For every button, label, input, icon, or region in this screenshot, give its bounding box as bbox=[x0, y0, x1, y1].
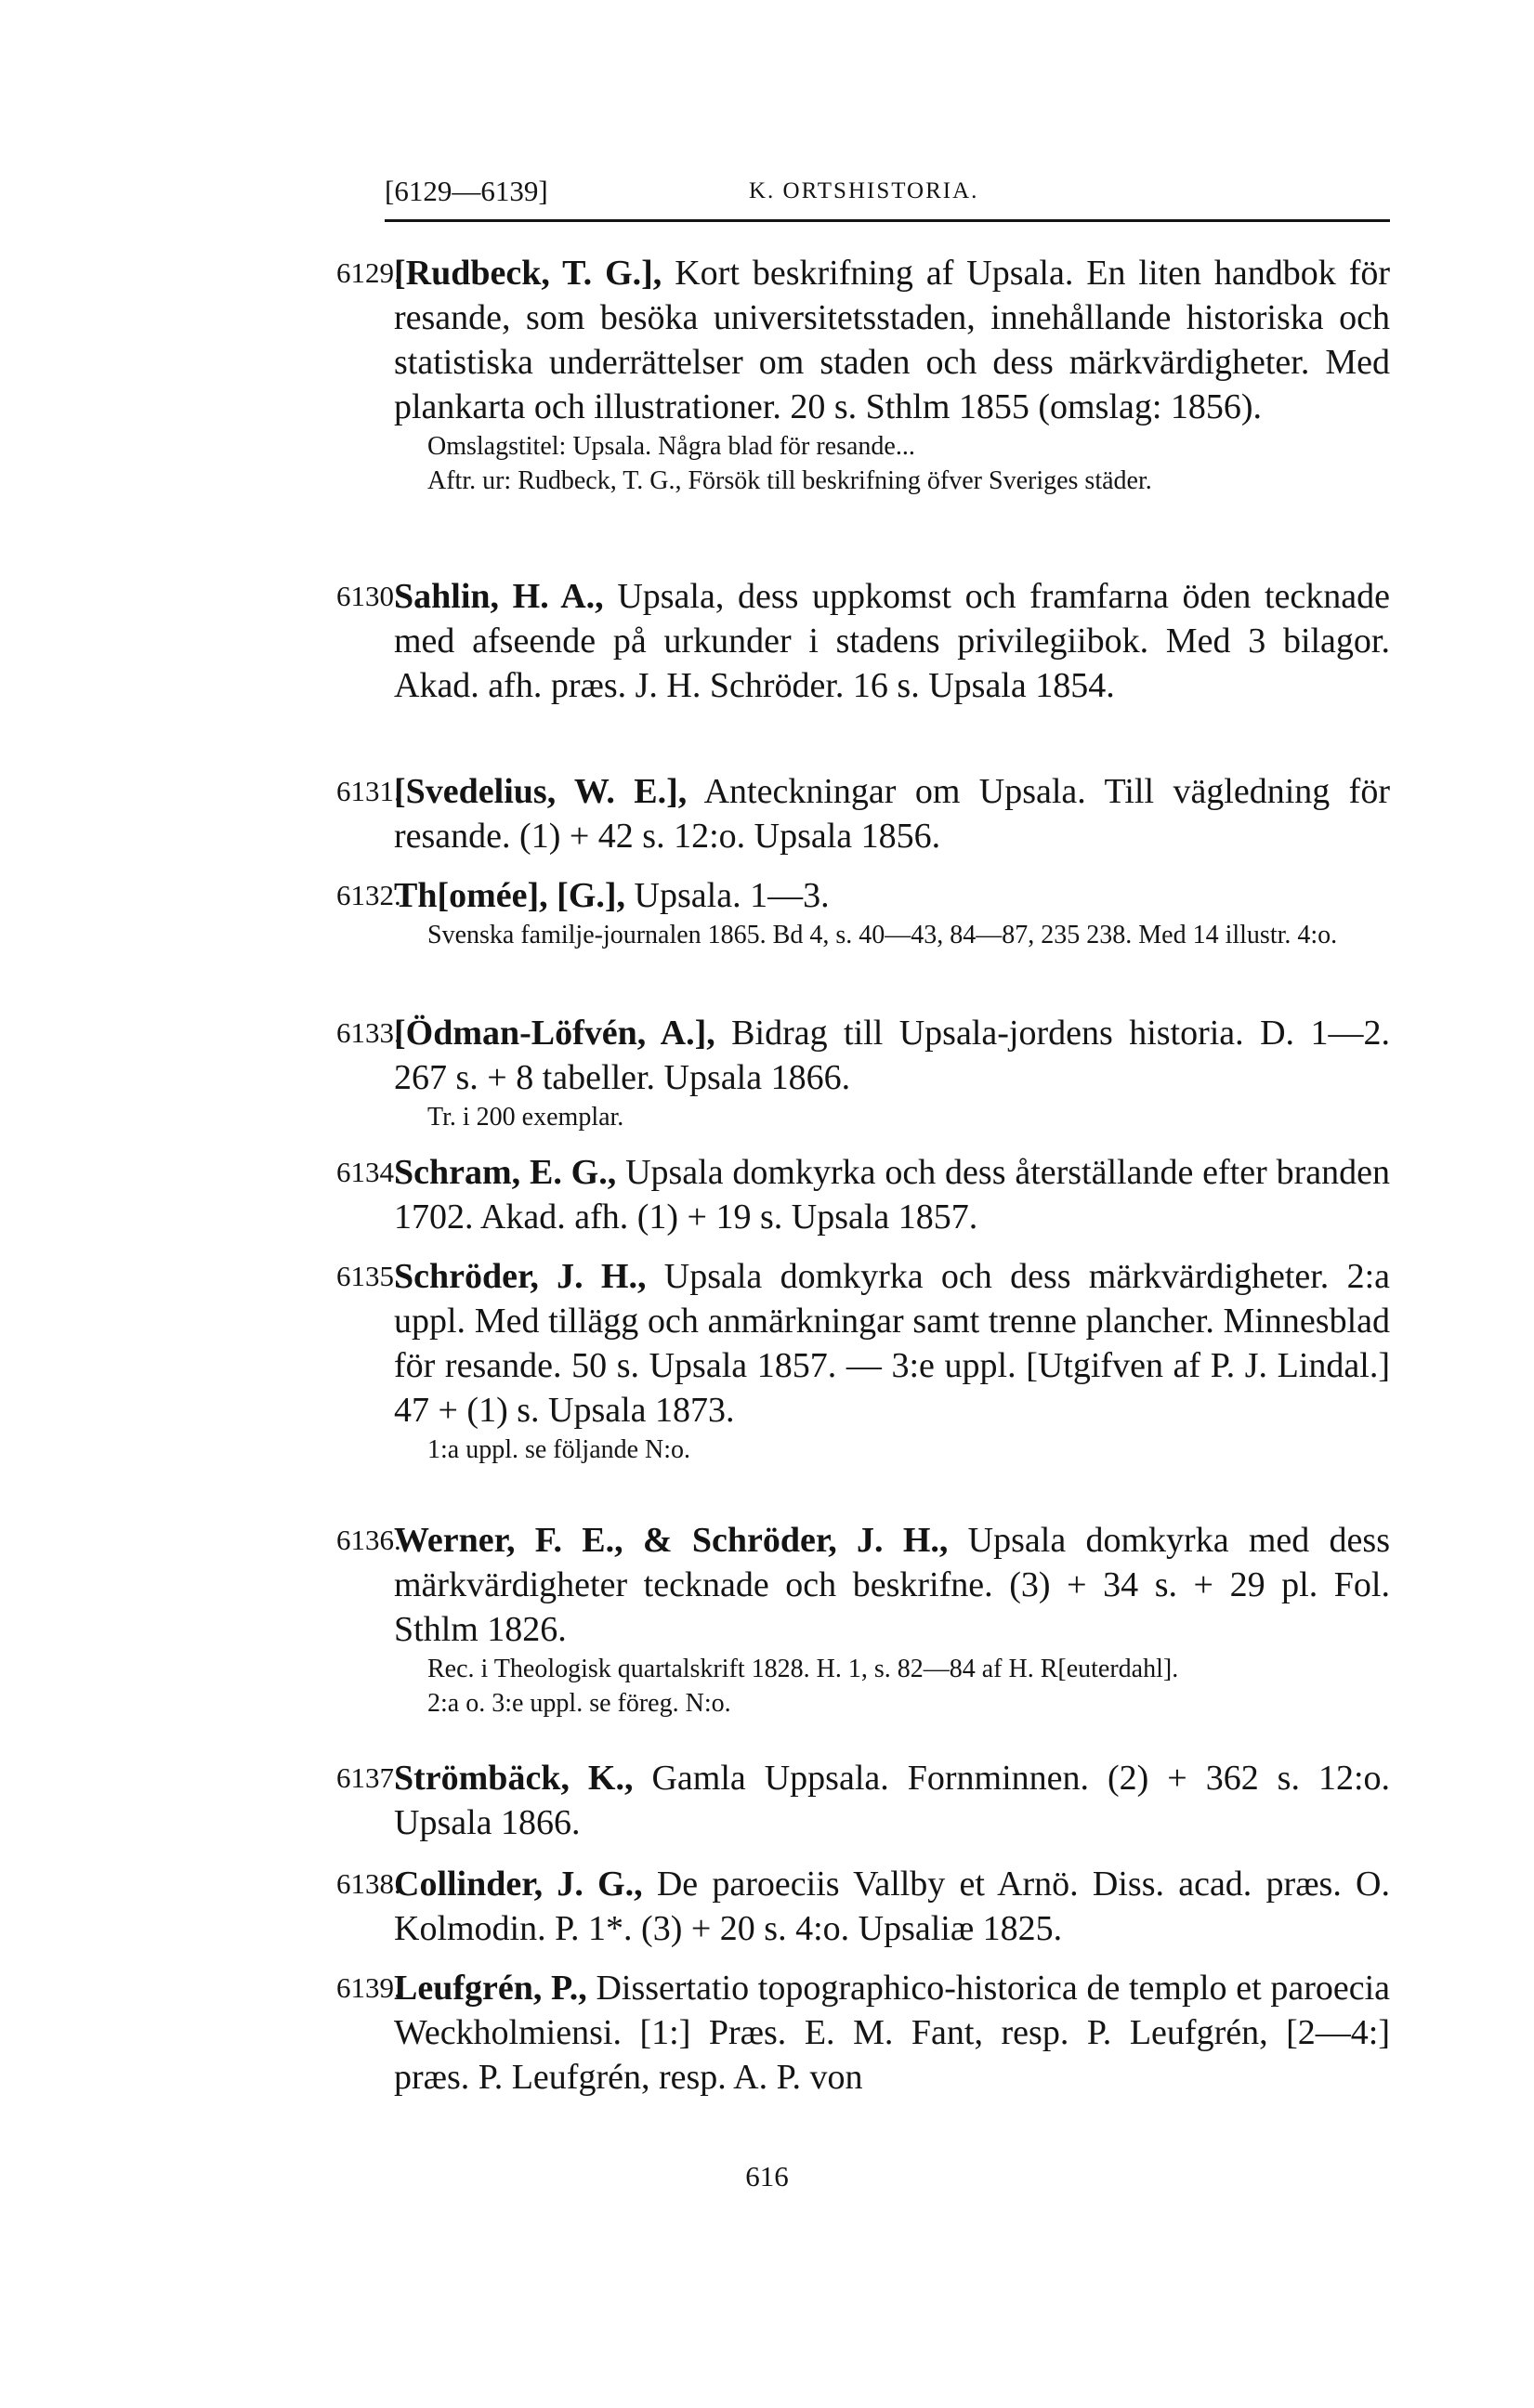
entry-author: Strömbäck, K., bbox=[394, 1759, 634, 1798]
entry-number: 6129. bbox=[336, 256, 401, 289]
header-entry-range: [6129—6139] bbox=[385, 175, 548, 207]
entry-number: 6133. bbox=[336, 1016, 401, 1049]
entry-6129 bbox=[336, 251, 1390, 498]
entry-author: Collinder, J. G., bbox=[394, 1865, 643, 1904]
entry-6132 bbox=[336, 873, 1390, 952]
header-section-title: K. ORTSHISTORIA. bbox=[749, 178, 979, 203]
entry-author: [Rudbeck, T. G.], bbox=[394, 254, 662, 293]
entry-number: 6131. bbox=[336, 775, 401, 807]
entry-body bbox=[394, 1862, 1390, 1951]
entry-number: 6132. bbox=[336, 879, 401, 911]
entry-text: Dissertatio topographico-historica de templo et paroecia Weckholmiensi. [1:] Præs. E. M. Fant, resp. P. Leufgrén, [2—4:] præs. P. Leufgrén, resp. A. P. von bbox=[394, 1969, 1390, 2097]
entry-text: Upsala, dess uppkomst och framfarna öden tecknade med afseende på urkunder i stadens privilegiibok. Med 3 bilagor. Akad. afh. præs. J. H. Schröder. 16 s. Upsala 1854. bbox=[394, 577, 1390, 705]
entry-body bbox=[394, 1518, 1390, 1652]
entry-body bbox=[394, 873, 1390, 918]
entry-number: 6130. bbox=[336, 580, 401, 612]
entry-body bbox=[394, 251, 1390, 429]
entry-body bbox=[394, 1756, 1390, 1845]
entry-note: Aftr. ur: Rudbeck, T. G., Försök till beskrifning öfver Sveriges städer. bbox=[427, 466, 1152, 495]
entry-text: Gamla Uppsala. Fornminnen. (2) + 362 s. 12:o. Upsala 1866. bbox=[394, 1759, 1390, 1842]
entry-number: 6136. bbox=[336, 1524, 401, 1556]
entry-number: 6135. bbox=[336, 1260, 401, 1292]
entry-note: Tr. i 200 exemplar. bbox=[427, 1103, 624, 1132]
entry-author: Schram, E. G., bbox=[394, 1153, 617, 1192]
entry-6139 bbox=[336, 1966, 1390, 2100]
entry-note: Rec. i Theologisk quartalskrift 1828. H. 1, s. 82—84 af H. R[euterdahl]. bbox=[427, 1655, 1179, 1683]
entry-body bbox=[394, 1011, 1390, 1100]
entry-author: Leufgrén, P., bbox=[394, 1969, 587, 2008]
entry-body bbox=[394, 1966, 1390, 2100]
entry-6131 bbox=[336, 769, 1390, 858]
entry-author: [Ödman-Löfvén, A.], bbox=[394, 1014, 715, 1053]
entry-note: Omslagstitel: Upsala. Några blad för resande... bbox=[427, 432, 915, 461]
entry-author: [Svedelius, W. E.], bbox=[394, 772, 688, 811]
entry-6133 bbox=[336, 1011, 1390, 1134]
entry-body bbox=[394, 1254, 1390, 1433]
entry-text: Kort beskrifning af Upsala. En liten handbok för resande, som besöka universitetsstaden, innehållande historiska och statistiska underrättelser om staden och dess märkvärdigheter. Med plankarta och illustrationer. 20 s. Sthlm 1855 (omslag: 1856). bbox=[394, 254, 1390, 426]
entry-author: Th[omée], [G.], bbox=[394, 876, 626, 915]
entry-text: Bidrag till Upsala-jordens historia. D. 1—2. 267 s. + 8 tabeller. Upsala 1866. bbox=[394, 1014, 1390, 1097]
entry-note: Svenska familje-journalen 1865. Bd 4, s. 40—43, 84—87, 235 238. Med 14 illustr. 4:o. bbox=[427, 921, 1338, 949]
entry-body bbox=[394, 1150, 1390, 1239]
entry-6134 bbox=[336, 1150, 1390, 1239]
entry-note: 2:a o. 3:e uppl. se föreg. N:o. bbox=[427, 1689, 731, 1718]
running-header bbox=[385, 167, 1390, 222]
entry-6136 bbox=[336, 1518, 1390, 1721]
entry-number: 6134. bbox=[336, 1156, 401, 1188]
entry-text: Upsala domkyrka och dess återställande efter branden 1702. Akad. afh. (1) + 19 s. Upsala 1857. bbox=[394, 1153, 1390, 1237]
entry-number: 6137. bbox=[336, 1761, 401, 1794]
entry-text: Upsala domkyrka med dess märkvärdigheter tecknade och beskrifne. (3) + 34 s. + 29 pl. Fol. Sthlm 1826. bbox=[394, 1521, 1390, 1649]
entry-text: De paroeciis Vallby et Arnö. Diss. acad. præs. O. Kolmodin. P. 1*. (3) + 20 s. 4:o. Upsaliæ 1825. bbox=[394, 1865, 1390, 1948]
entry-text: Upsala domkyrka och dess märkvärdigheter. 2:a uppl. Med tillägg och anmärkningar samt trenne plancher. Minnesblad för resande. 50 s. Upsala 1857. — 3:e uppl. [Utgifven af P. J. Lindal.] 47 + (1) s. Upsala 1873. bbox=[394, 1257, 1390, 1430]
entry-author: Sahlin, H. A., bbox=[394, 577, 604, 616]
entry-note: 1:a uppl. se följande N:o. bbox=[427, 1435, 691, 1464]
entry-6138 bbox=[336, 1862, 1390, 1951]
entry-author: Schröder, J. H., bbox=[394, 1257, 647, 1296]
entry-body bbox=[394, 769, 1390, 858]
entry-6130 bbox=[336, 574, 1390, 708]
entry-6135 bbox=[336, 1254, 1390, 1467]
page-number: 616 bbox=[745, 2160, 789, 2192]
entry-body bbox=[394, 574, 1390, 708]
entry-number: 6138. bbox=[336, 1867, 401, 1900]
entry-number: 6139. bbox=[336, 1971, 401, 2004]
entry-text: Anteckningar om Upsala. Till vägledning för resande. (1) + 42 s. 12:o. Upsala 1856. bbox=[394, 772, 1390, 856]
entry-6137 bbox=[336, 1756, 1390, 1845]
entry-text: Upsala. 1—3. bbox=[625, 876, 830, 915]
entry-author: Werner, F. E., & Schröder, J. H., bbox=[394, 1521, 949, 1560]
